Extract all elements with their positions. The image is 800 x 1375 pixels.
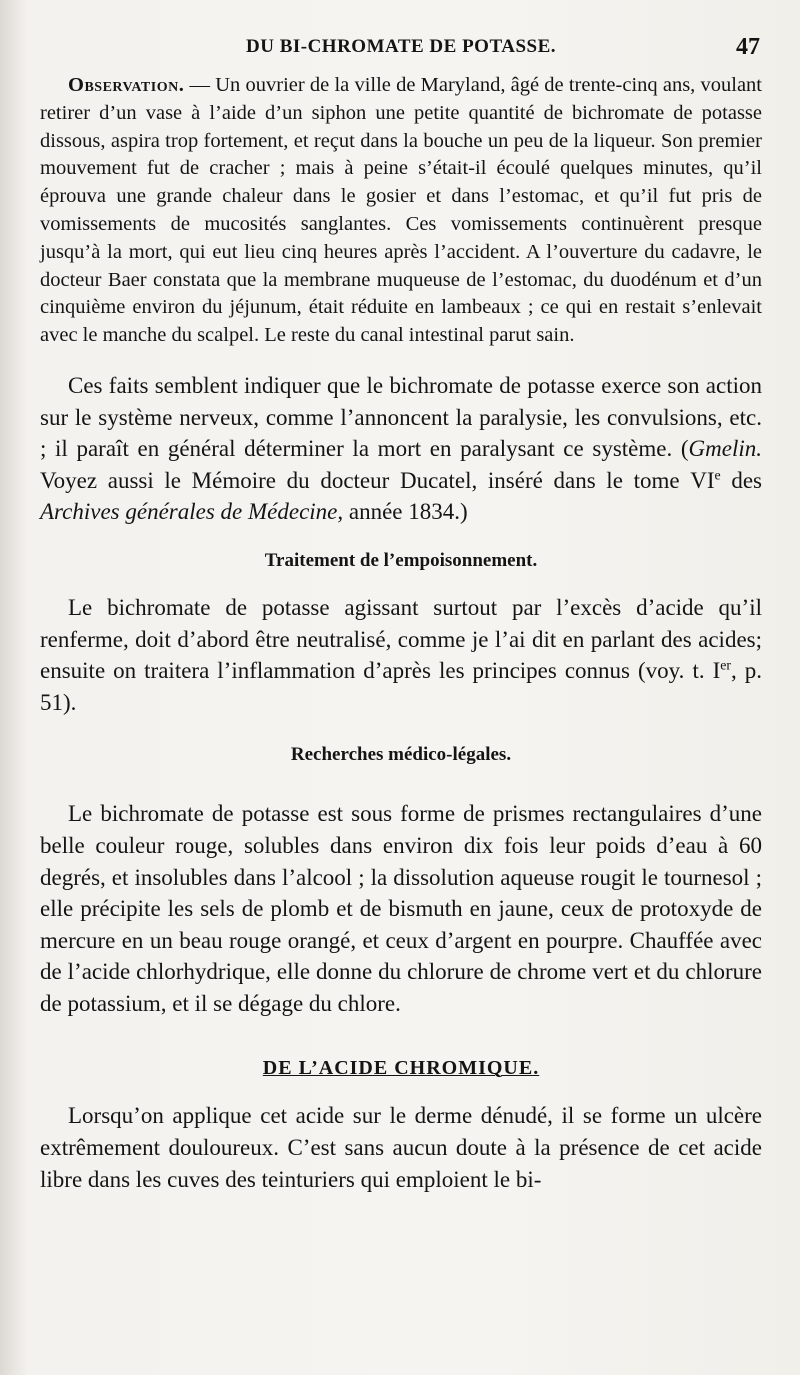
faits-text-d: année 1834.) bbox=[343, 499, 468, 525]
traitement-text-a: Le bichromate de potasse agissant surtout par l’excès d’acide qu’il renferme, doit d’abord être neutralisé, comme je l’ai dit en parlant des acides; ensuite on traitera l’inflammation d’après les principes connus (voy. t. I bbox=[40, 594, 762, 684]
faits-author: Gmelin. bbox=[688, 436, 762, 462]
faits-text-b: Voyez aussi le Mémoire du docteur Ducatel, inséré dans le tome bbox=[40, 467, 691, 493]
traitement-sup: er bbox=[720, 657, 731, 673]
traitement-heading: Traitement de l’empoisonnement. bbox=[264, 549, 538, 571]
observation-label: Observation. bbox=[68, 74, 185, 96]
faits-text-a: Ces faits semblent indiquer que le bichromate de potasse exerce son action sur le système nerveux, comme l’annoncent la paralysie, les convulsions, etc. ; il paraît en général déterminer la mort en paralysant ce système. ( bbox=[40, 372, 762, 462]
observation-text: — Un ouvrier de la ville de Maryland, âgé de trente-cinq ans, voulant retirer d’un vase à l’aide d’un siphon une petite quantité de bichromate de potasse dissous, aspira trop fortement, et reçut dans la bouche un peu de la liqueur. Son premier mouvement fut de cracher ; mais à peine s’était-il écoulé quelques minutes, qu’il éprouva une grande chaleur dans le gosier et dans l’estomac, et qu’il fut pris de vomissements de mucosités sanglantes. Ces vomissements continuèrent presque jusqu’à la mort, qui eut lieu cinq heures après l’accident. A l’ouverture du cadavre, le docteur Baer constata que la membrane muqueuse de l’estomac, du duodénum et d’un cinquième environ du jéjunum, était réduite en lambeaux ; ce qui en restait s’enlevait avec le manche du scalpel. Le reste du canal intestinal parut sain. bbox=[40, 74, 762, 347]
faits-paragraph bbox=[40, 370, 762, 528]
acide-chromique-heading: DE L’ACIDE CHROMIQUE. bbox=[262, 1057, 540, 1080]
traitement-paragraph bbox=[40, 592, 762, 718]
observation-paragraph bbox=[40, 72, 762, 350]
acide-chromique-paragraph: Lorsqu’on applique cet acide sur le derme dénudé, il se forme un ulcère extrêmement douloureux. C’est sans aucun doute à la présence de cet acide libre dans les cuves des teinturiers qui emploient le bi- bbox=[40, 1103, 762, 1192]
traitement-text-b: , p. 51). bbox=[40, 658, 762, 715]
recherches-heading: Recherches médico-légales. bbox=[290, 744, 512, 766]
running-title: DU BI-CHROMATE DE POTASSE. bbox=[246, 36, 556, 57]
page-number: 47 bbox=[736, 34, 760, 60]
faits-journal: Archives générales de Médecine, bbox=[40, 499, 344, 525]
recherches-paragraph: Le bichromate de potasse est sous forme de prismes rectangulaires d’une belle couleur rouge, solubles dans environ dix fois leur poids d’eau à 60 degrés, et insolubles dans l’alcool ; la dissolution aqueuse rougit le tournesol ; elle précipite les sels de plomb et de bismuth en jaune, ceux de protoxyde de mercure en un beau rouge orangé, et ceux d’argent en pourpre. Chauffée avec de l’acide chlorhydrique, elle donne du chlorure de chrome vert et du chlorure de potassium, et il se dégage du chlore. bbox=[40, 801, 762, 1016]
faits-tome-sup: e bbox=[714, 467, 721, 483]
faits-tome: VI bbox=[690, 467, 715, 493]
running-head bbox=[40, 34, 762, 64]
faits-text-c: des bbox=[720, 467, 762, 493]
